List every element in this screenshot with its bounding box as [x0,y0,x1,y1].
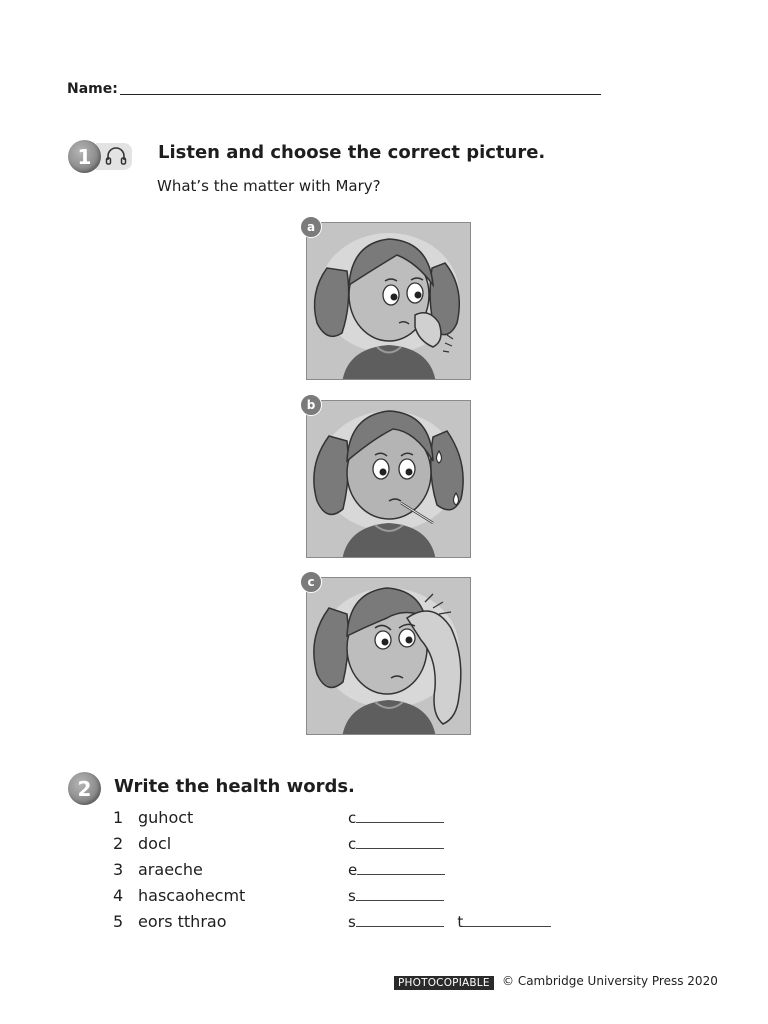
word-item [113,912,227,932]
picture-letter-c: c [300,571,322,593]
picture-b[interactable] [306,400,471,558]
answer-blank[interactable] [356,914,444,927]
name-input-line[interactable] [120,94,601,95]
answer-hint-letter: s [348,887,356,905]
scrambled-word: docl [138,834,172,853]
exercise-number-badge: 1 [68,140,101,173]
answer-hint-letter: c [348,835,357,853]
answer-field[interactable] [348,809,444,827]
picture-a[interactable] [306,222,471,380]
scrambled-word: guhoct [138,808,194,827]
item-number: 5 [113,912,124,931]
item-number: 2 [113,834,124,853]
answer-blank[interactable] [356,836,444,849]
scrambled-word: eors tthrao [138,912,227,931]
girl-temperature-illustration [307,401,470,557]
headphones-icon [96,143,132,170]
answer-hint-letter: s [348,913,356,931]
answer-field[interactable] [348,861,445,879]
exercise-question: What’s the matter with Mary? [157,177,381,195]
audio-track-badge [96,143,132,170]
word-item [113,808,193,828]
answer-field[interactable] [348,835,444,853]
copyright-text: © Cambridge University Press 2020 [502,974,718,988]
answer-hint-letter: t [457,913,464,931]
picture-c[interactable] [306,577,471,735]
answer-blank[interactable] [356,888,444,901]
item-number: 4 [113,886,124,905]
word-item [113,860,203,880]
word-item [113,886,245,906]
item-number: 3 [113,860,124,879]
girl-headache-illustration [307,578,470,734]
answer-hint-letter: c [348,809,357,827]
photocopiable-badge: PHOTOCOPIABLE [394,976,494,990]
answer-field[interactable] [348,913,551,931]
word-item [113,834,171,854]
exercise-title: Listen and choose the correct picture. [158,142,546,163]
exercise-title: Write the health words. [114,776,355,797]
scrambled-word: araeche [138,860,203,879]
answer-field[interactable] [348,887,444,905]
name-label: Name: [67,81,118,97]
scrambled-word: hascaohecmt [138,886,246,905]
picture-letter-a: a [300,216,322,238]
picture-letter-b: b [300,394,322,416]
exercise-number-badge: 2 [68,772,101,805]
girl-toothache-illustration [307,223,470,379]
answer-blank[interactable] [356,810,444,823]
answer-blank[interactable] [463,914,551,927]
answer-blank[interactable] [357,862,445,875]
answer-hint-letter: e [348,861,358,879]
item-number: 1 [113,808,124,827]
